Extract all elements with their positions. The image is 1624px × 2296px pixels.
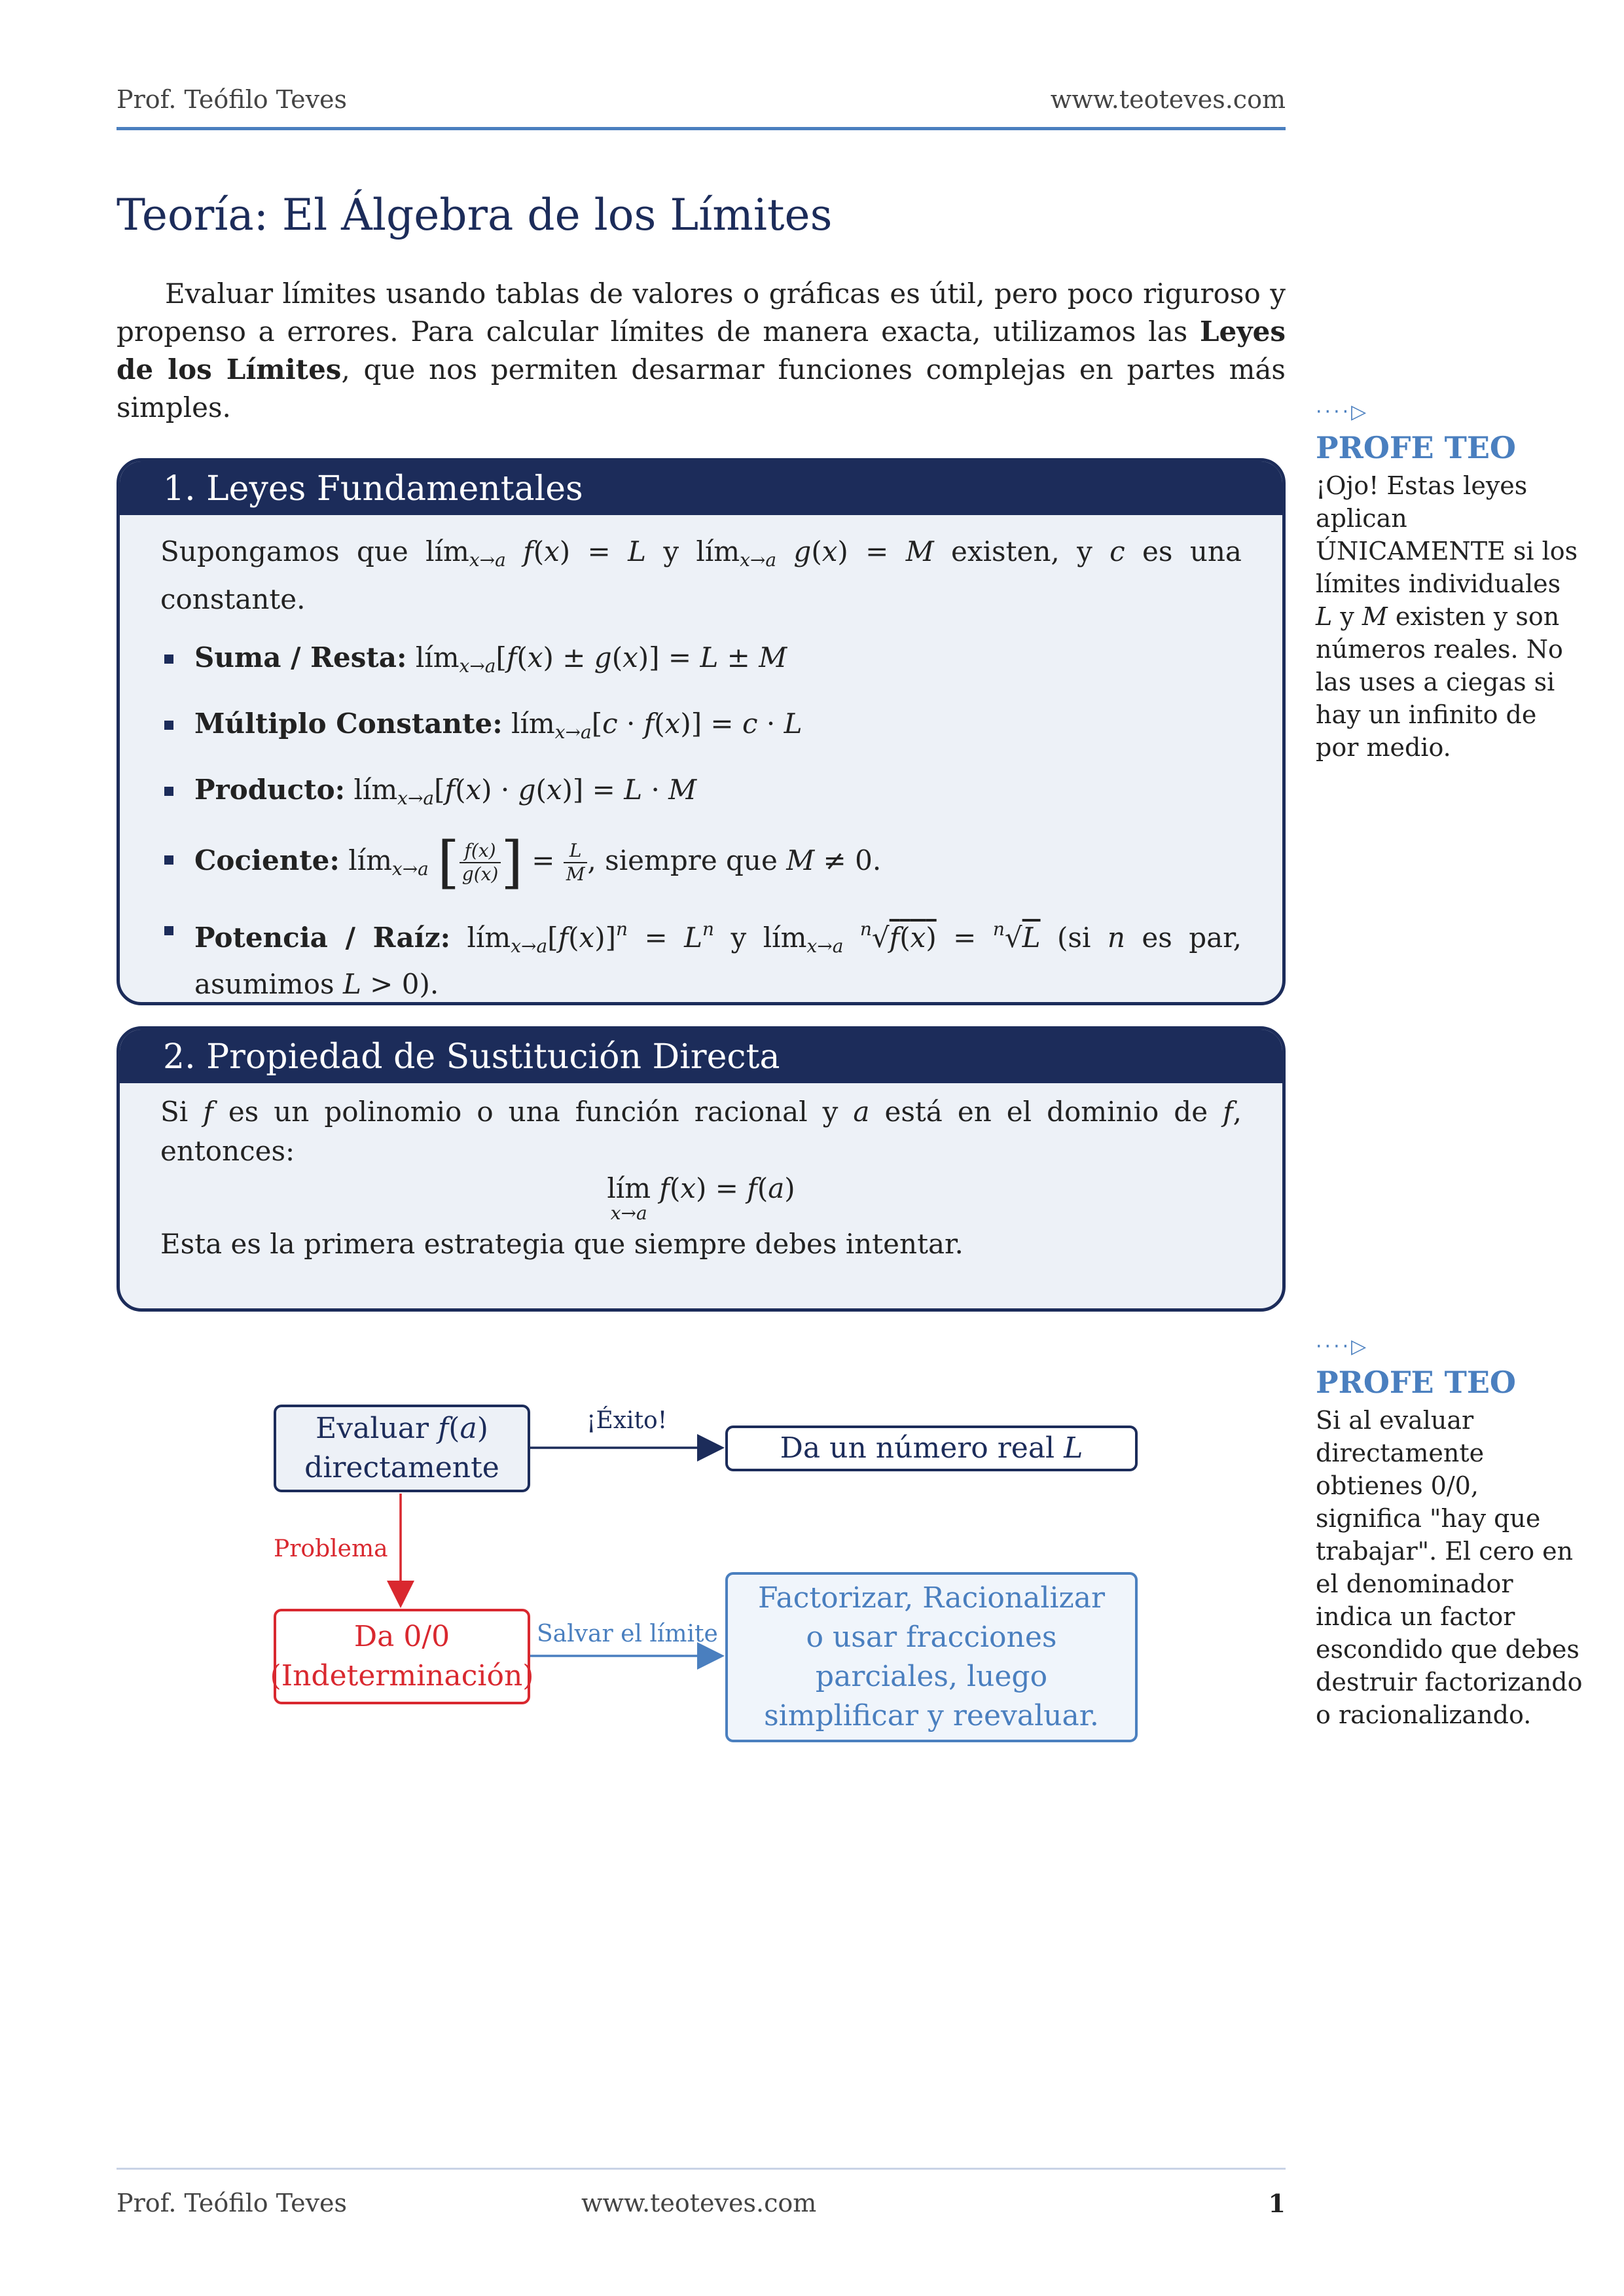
law-quotient-label: Cociente:: [194, 844, 340, 876]
box2-heading: 2. Propiedad de Sustitución Directa: [120, 1030, 1282, 1083]
node-evaluate-label: directamente: [304, 1451, 499, 1484]
side-note-1-title: PROFE TEO: [1316, 430, 1516, 465]
edge-label-success: ¡Éxito!: [586, 1407, 668, 1434]
box2-text-d: entonces:: [160, 1135, 295, 1167]
box2-text: Si f es un polinomio o una función racional y a está en el dominio de f, entonces:: [160, 1096, 1242, 1167]
law-product-label: Producto:: [194, 774, 346, 806]
dotted-arrow-icon: ····▷: [1316, 401, 1369, 423]
footer-author: Prof. Teófilo Teves: [117, 2189, 348, 2217]
intro-bold: Leyes de los Límites: [117, 315, 1286, 386]
law-constant: Múltiplo Constante: lím$_{x\to a}$[c · f(x)] = c · L: [160, 705, 1242, 751]
box1-heading: 1. Leyes Fundamentales: [120, 461, 1282, 515]
law-quotient: Cociente: lím$_{x\to a}$ [ $\frac{f(x)}{g(x)}$ ] = $\frac{L}{M}$ , siempre que M ≠ 0.: [160, 840, 1242, 888]
law-sum: Suma / Resta: lím$_{x\to a}$[f(x) ± g(x)] = L ± M: [160, 639, 1242, 685]
header-site[interactable]: www.teoteves.com: [1050, 85, 1286, 114]
law-sum-label: Suma / Resta:: [194, 641, 407, 673]
node-real-number: Da un número real L: [725, 1426, 1138, 1471]
law-power-tail: (si: [1057, 922, 1091, 954]
side-note-1-text-3: existen y son números reales. No las uses a ciegas si hay un infinito de por medio.: [1316, 602, 1563, 762]
page-title: Teoría: El Álgebra de los Límites: [117, 190, 833, 240]
law-power-label: Potencia / Raíz:: [194, 922, 451, 954]
dotted-arrow-icon: ····▷: [1316, 1335, 1369, 1358]
law-quotient-tail: , siempre que: [587, 844, 778, 876]
side-note-2-title: PROFE TEO: [1316, 1365, 1516, 1400]
box2-text-b: es un polinomio o una función racional y: [228, 1096, 839, 1128]
intro-text-1: Evaluar límites usando tablas de valores o gráficas es útil, pero poco riguroso y propenso a errores. Para calcular límites de manera exacta, utilizamos las: [117, 278, 1286, 348]
box2-text-c: está en el dominio de: [884, 1096, 1208, 1128]
node-indeterminate: Da 0/0 (Indeterminación): [274, 1609, 530, 1704]
side-note-1-text-2: y: [1340, 602, 1354, 631]
law-product: Producto: lím$_{x\to a}$[f(x) · g(x)] = L · M: [160, 771, 1242, 817]
box2-text-a: Si: [160, 1096, 189, 1128]
law-power: Potencia / Raíz: $lím_{x\to a}[f(x)]^n = L^n$ y lím$_{x\to a}$ $^n$√f(x) = $^n$√L (si n es par, asumimos L > 0).: [160, 910, 1242, 1003]
side-note-2-text: Si al evaluar directamente obtienes 0/0, significa "hay que trabajar". El cero en el denominador indica un factor escondido que debes destruir factorizando o racionalizando.: [1316, 1406, 1583, 1729]
box2-formula: lím x→a f(x) = f(a): [607, 1172, 795, 1224]
side-note-1-text: ¡Ojo! Estas leyes aplican ÚNICAMENTE si los límites individuales L y M existen y son números reales. No las uses a ciegas si hay un infinito de por medio.: [1316, 471, 1578, 762]
box1-intro: Supongamos que lím$_{x\to a}$ f(x) = L y lím$_{x\to a}$ g(x) = M existen, y c es una constante.: [160, 535, 1242, 615]
law-constant-label: Múltiplo Constante:: [194, 708, 503, 740]
node-real-label: Da un número real: [780, 1431, 1055, 1465]
footer-rule: [117, 2168, 1286, 2170]
node-fix: Factorizar, Racionalizar o usar fracciones parciales, luego simplificar y reevaluar.: [725, 1572, 1138, 1742]
footer-site[interactable]: www.teoteves.com: [581, 2189, 817, 2217]
box2-closing: Esta es la primera estrategia que siempre debes intentar.: [160, 1228, 964, 1260]
node-evaluate: Evaluar f(a) directamente: [274, 1405, 530, 1492]
node-evaluate-prefix: Evaluar: [316, 1412, 429, 1445]
edge-label-rescue: Salvar el límite: [537, 1621, 718, 1647]
intro-text-2: , que nos permiten desarmar funciones complejas en partes más simples.: [117, 353, 1286, 423]
header-author: Prof. Teófilo Teves: [117, 85, 348, 114]
edge-label-problem: Problema: [274, 1535, 388, 1562]
side-note-1-text-1: ¡Ojo! Estas leyes aplican ÚNICAMENTE si los límites individuales: [1316, 471, 1578, 598]
law-power-tail2: es par, asumimos: [194, 922, 1242, 1000]
page-number: 1: [1268, 2189, 1286, 2218]
